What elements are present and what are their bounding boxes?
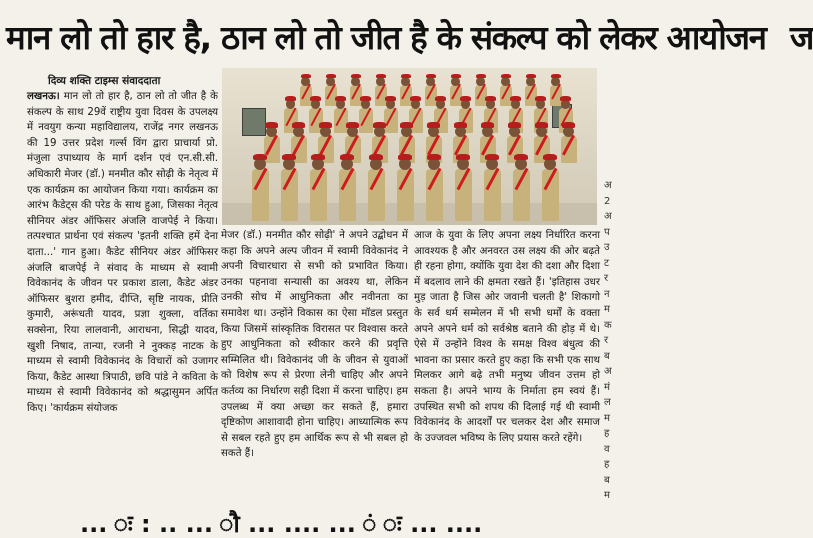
edge-char: न <box>604 288 610 300</box>
edge-char: म <box>604 412 610 424</box>
edge-char: ल <box>604 397 611 408</box>
edge-char: अ <box>604 366 612 377</box>
edge-char: ब <box>604 474 610 486</box>
wall-portrait <box>242 108 266 136</box>
edge-char: अ <box>604 180 612 191</box>
headline-text: मान लो तो हार है, ठान लो तो जीत है के संकल्प को लेकर आयोजन <box>6 18 766 57</box>
column-1-text: मान लो तो हार है, ठान लो तो जीत है के संकल्प के साथ 29वें राष्ट्रीय युवा दिवस के उपलक्ष्य में नवयुग कन्या महाविद्यालय, राजेंद्र नगर लखनऊ की 19 उत्तर प्रदेश गर्ल्स विंग द्वारा प्राचार्या प्रो. मंजुला उपाध्याय के मार्ग दर्शन एवं एन.सी.सी. अधिकारी मेजर (डॉ.) मनमीत कौर सोढ़ी के नेतृत्व में एक कार्यक्रम का आयोजन किया गया। कार्यक्रम का आरंभ कैडेट्स की परेड के साथ हुआ, जिसका नेतृत्व सीनियर अंडर ऑफिसर अंजलि वाजपेई ने किया। तत्पश्चात प्रार्थना एवं संकल्प 'इतनी शक्ति हमें देना दाता...' गान हुआ। कैडेट सीनियर अंडर ऑफिसर अंजलि बाजपेई ने संवाद के माध्यम से स्वामी विवेकानंद के जीवन पर प्रकाश डाला, कैडेट अंडर ऑफिसर बुशरा हमीद, दीप्ति, सृष्टि नायक, प्रीति कुमारी, अरूंधती यादव, प्रज्ञा शुक्ला, वर्तिका सक्सेना, रिया लालवानी, आराधना, सिद्धी यादव, खुशी निषाद, तान्या, रजनी ने नुक्कड़ नाटक के माध्यम से स्वामी विवेकानंद के विचारों को उजागर किया, कैडेट आस्था त्रिपाठी, छवि पांडे ने कविता के माध्यम से स्वामी विवेकानंद को श्रद्धासुमन अर्पित किए। 'कार्यक्रम संयोजक <box>27 91 218 414</box>
edge-char: क <box>604 319 612 331</box>
edge-char: 2 <box>604 195 611 207</box>
edge-char: ह <box>604 428 610 439</box>
byline: दिव्य शक्ति टाइम्स संवाददाता <box>48 75 161 87</box>
dateline: लखनऊ। <box>27 91 60 102</box>
adjacent-article-edge <box>600 0 619 524</box>
edge-char: र <box>604 273 609 284</box>
article-headline <box>6 14 813 62</box>
group-photo <box>222 68 597 225</box>
article-column-2: मेजर (डॉ.) मनमीत कौर सोढ़ी' ने अपने उद्बोधन में कहा कि अपने अल्प जीवन में स्वामी विवेकानंद ने अपनी विचारधारा से सभी को प्रभावित किया। उनका पहनावा सन्यासी का अवश्य था, लेकिन उनकी सोच में आधुनिकता और नवीनता का समावेश था। उन्होंने विकास का ऐसा मॉडल प्रस्तुत किया जिसमें सांस्कृतिक विरासत पर विश्वास करते हुए आधुनिकता को स्वीकार करने की प्रवृत्ति सम्मिलित थी। विवेकानंद जी के जीवन से युवाओं को विशेष रूप से प्रेरणा लेनी चाहिए और अपने कर्तव्य का निर्धारण सही दिशा में करना चाहिए। हम उपलब्ध में क्या अच्छा कर सकते हैं, हमारा दृष्टिकोण आशावादी होना चाहिए। आध्यात्मिक रूप से सबल रहते हुए हम आर्थिक रूप से भी सबल हो सकते हैं। <box>221 230 408 460</box>
edge-char: म <box>604 490 610 501</box>
edge-char: ह <box>604 459 610 470</box>
edge-char: म <box>604 304 610 315</box>
article-column-3: आज के युवा के लिए अपना लक्ष्य निर्धारित करना आवश्यक है और अनवरत उस लक्ष्य की ओर बढ़ते ही रहना होगा, क्योंकि युवा देश की दशा और दिशा में बदलाव लाने की क्षमता रखते हैं। 'इतिहास उधर मुड़ जाता है जिस ओर जवानी चलती है' शिकागो के सर्व धर्म सम्मेलन में भी सभी धर्मों के वक्ता अपने अपने धर्म को सर्वश्रेष्ठ बताने की होड़ में थे। ऐसे में उन्होंने विश्व के समक्ष विश्व बंधुत्व की भावना का प्रसार करते हुए कहा कि सभी एक साथ मिलकर आगे बढ़े तभी मनुष्य जीवन उत्तम हो सकता है। अपने भाग्य के निर्माता हम स्वयं हैं। उपस्थित सभी को शपथ की दिलाई गई थी स्वामी विवेकानंद के आदर्शों पर चलकर देश और समाज के उज्जवल भविष्य के लिए प्रयास करते रहेंगे। <box>414 230 600 444</box>
edge-char: ब <box>604 350 610 362</box>
adjacent-headline-fragment: ज <box>789 18 813 57</box>
edge-char: ट <box>604 257 610 269</box>
article-column-1 <box>27 89 218 503</box>
edge-char: र <box>604 335 609 346</box>
edge-char: अ <box>604 211 612 222</box>
edge-char: प <box>604 226 610 238</box>
next-article-headline-fragment: ... ः : .. ... ौ ... .... ... ं ः ... .... <box>80 510 483 538</box>
edge-char: मं <box>604 381 610 393</box>
edge-char: उ <box>604 242 610 253</box>
edge-char: व <box>604 443 610 455</box>
